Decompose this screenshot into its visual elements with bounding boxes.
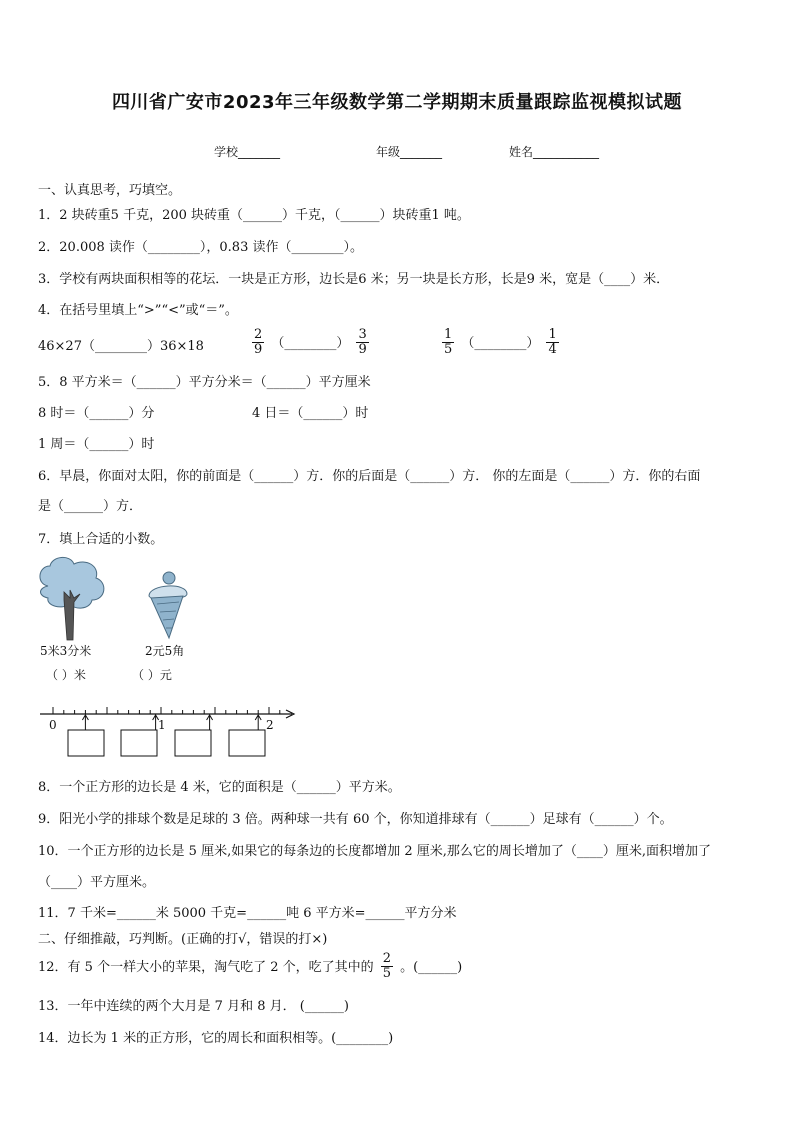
question-12: 12．有 5 个一样大小的苹果，淘气吃了 2 个，吃了其中的 $\frac{2}{5}$ 。(______) <box>38 951 463 981</box>
question-14: 14．边长为 1 米的正方形，它的周长和面积相等。(________) <box>38 1031 394 1046</box>
fraction-2-9: $\frac{2}{9}$ <box>254 327 263 357</box>
tree-illustration <box>34 556 108 642</box>
number-line-pointer-arrow <box>255 715 261 730</box>
fraction-3-9: $\frac{3}{9}$ <box>358 327 367 357</box>
section-1-heading: 一、认真思考，巧填空。 <box>38 183 182 198</box>
question-6-line-2: 是（______）方． <box>38 499 143 514</box>
question-6-line-1: 6．早晨，你面对太阳，你的前面是（______）方．你的后面是（______）方． 你的左面是（______）方．你的右面 <box>38 469 701 484</box>
question-11: 11．7 千米=______米 5000 千克=______吨 6 平方米=______平方分米 <box>38 906 457 921</box>
question-8: 8．一个正方形的边长是 4 米，它的面积是（______）平方米。 <box>38 780 401 795</box>
question-4b: $\frac{2}{9}$ （________） $\frac{3}{9}$ <box>254 327 367 357</box>
answer-box-4[interactable] <box>229 730 265 756</box>
number-line-pointer-arrow <box>82 715 88 730</box>
question-5d: 1 周＝（______）时 <box>38 437 155 452</box>
question-13: 13．一年中连续的两个大月是 7 月和 8 月． (______) <box>38 999 349 1014</box>
answer-box-2[interactable] <box>121 730 157 756</box>
number-line-pointer-arrow <box>207 715 213 730</box>
answer-box-3[interactable] <box>175 730 211 756</box>
number-line <box>36 704 298 760</box>
answer-box-1[interactable] <box>68 730 104 756</box>
question-4a: 46×27（________）36×18 <box>38 339 204 354</box>
school-field[interactable]: 学校_______ <box>214 145 281 159</box>
grade-field[interactable]: 年级_______ <box>376 145 443 159</box>
tick-label-2: 2 <box>266 718 274 732</box>
name-field[interactable]: 姓名___________ <box>509 145 600 159</box>
question-4c: $\frac{1}{5}$ （________） $\frac{1}{4}$ <box>444 327 557 357</box>
question-1: 1．2 块砖重5 千克，200 块砖重（______）千克，（______）块砖重1 吨。 <box>38 208 470 223</box>
question-5c: 4 日＝（______）时 <box>252 406 369 421</box>
fraction-1-4: $\frac{1}{4}$ <box>548 327 557 357</box>
question-9: 9．阳光小学的排球个数是足球的 3 倍。两种球一共有 60 个，你知道排球有（______）足球有（______）个。 <box>38 812 673 827</box>
fraction-2-5: $\frac{2}{5}$ <box>382 951 391 981</box>
tick-label-0: 0 <box>49 718 57 732</box>
tree-answer-blank: （ ）米 <box>46 668 86 682</box>
question-7: 7．填上合适的小数。 <box>38 532 164 547</box>
question-10-line-1: 10．一个正方形的边长是 5 厘米,如果它的每条边的长度都增加 2 厘米,那么它的周长增加了（____）厘米,面积增加了 <box>38 844 712 859</box>
section-2-heading: 二、仔细推敲，巧判断。(正确的打√，错误的打×) <box>38 932 328 947</box>
question-2: 2．20.008 读作（________），0.83 读作（________）。 <box>38 240 363 255</box>
cone-caption: 2元5角 <box>145 644 185 658</box>
question-3: 3．学校有两块面积相等的花坛．一块是正方形，边长是6 米；另一块是长方形，长是9 米，宽是（____）米． <box>38 272 670 287</box>
fraction-1-5: $\frac{1}{5}$ <box>444 327 453 357</box>
question-5: 5．8 平方米＝（______）平方分米＝（______）平方厘米 <box>38 375 371 390</box>
page-title: 四川省广安市2023年三年级数学第二学期期末质量跟踪监视模拟试题 <box>111 92 683 113</box>
question-10-line-2: （____）平方厘米。 <box>38 875 156 890</box>
cone-answer-blank: （ ）元 <box>132 668 172 682</box>
ice-cream-cone-illustration <box>145 570 191 640</box>
tick-label-1: 1 <box>158 718 166 732</box>
question-4: 4．在括号里填上“>”“<”或“＝”。 <box>38 303 238 318</box>
question-5b: 8 时＝（______）分 <box>38 406 155 421</box>
tree-caption: 5米3分米 <box>40 644 92 658</box>
